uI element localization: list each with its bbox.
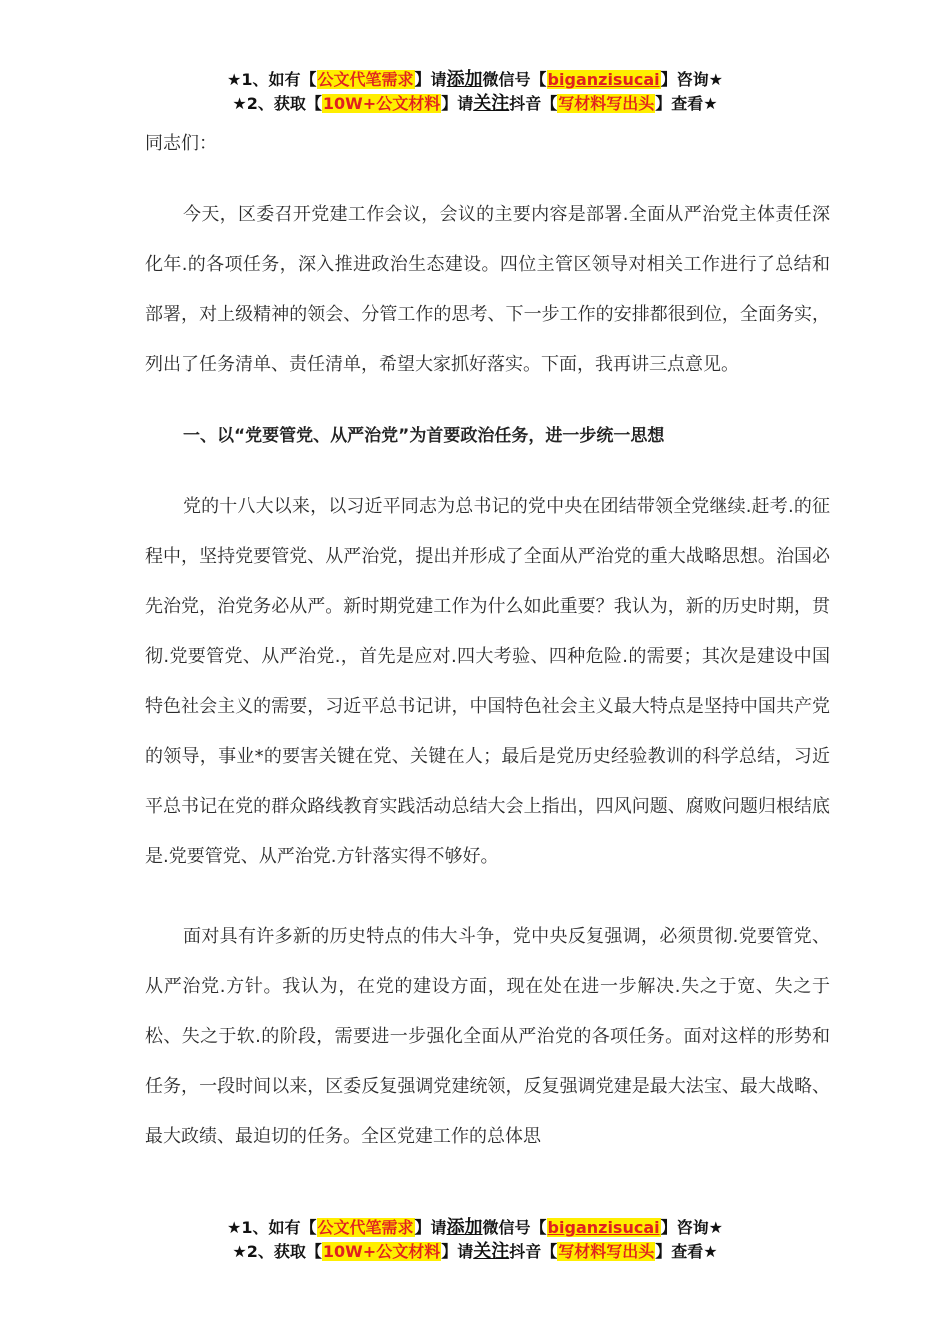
banner-text: ★2、获取【	[232, 94, 322, 113]
banner-text: 】咨询★	[660, 70, 723, 89]
banner-text: 】请	[441, 94, 474, 113]
banner-line-2	[0, 92, 950, 116]
banner-text: 】请	[414, 1218, 447, 1237]
banner-text: 】请	[414, 70, 447, 89]
paragraph-1: 党的十八大以来，以习近平同志为总书记的党中央在团结带领全党继续.赶考.的征程中，坚持党要管党、从严治党，提出并形成了全面从严治党的重大战略思想。治国必先治党，治党务必从严。新时期党建工作为什么如此重要？我认为，新的历史时期，贯彻.党要管党、从严治党.，首先是应对.四大考验、四种危险.的需要；其次是建设中国特色社会主义的需要，习近平总书记讲，中国特色社会主义最大特点是坚持中国共产党的领导，事业*的要害关键在党、关键在人；最后是党历史经验教训的科学总结，习近平总书记在党的群众路线教育实践活动总结大会上指出，四风问题、腐败问题归根结底是.党要管党、从严治党.方针落实得不够好。	[145, 496, 830, 867]
wechat-id-link[interactable]: biganzisucai	[547, 1218, 660, 1237]
emphasis-follow: 关注	[473, 1241, 510, 1262]
banner-text: ★2、获取【	[232, 1242, 322, 1261]
highlight-materials: 10W+公文材料	[322, 1242, 441, 1261]
top-banner	[0, 68, 950, 116]
banner-text: 抖音【	[509, 94, 558, 113]
banner-line-1	[0, 1216, 950, 1240]
greeting: 同志们：	[145, 133, 217, 154]
paragraph-2: 面对具有许多新的历史特点的伟大斗争，党中央反复强调，必须贯彻.党要管党、从严治党.方针。我认为，在党的建设方面，现在处在进一步解决.失之于宽、失之于松、失之于软.的阶段，需要进一步强化全面从严治党的各项任务。面对这样的形势和任务，一段时间以来，区委反复强调党建统领，反复强调党建是最大法宝、最大战略、最大政绩、最迫切的任务。全区党建工作的总体思	[145, 926, 830, 1147]
banner-text: 抖音【	[509, 1242, 558, 1261]
banner-text: 】查看★	[655, 94, 718, 113]
banner-text: 】请	[441, 1242, 474, 1261]
bottom-banner	[0, 1216, 950, 1264]
banner-text: 微信号【	[482, 1218, 547, 1237]
emphasis-follow: 关注	[473, 93, 510, 114]
banner-text: 微信号【	[482, 70, 547, 89]
banner-line-2	[0, 1240, 950, 1264]
highlight-service: 公文代笔需求	[317, 1218, 414, 1237]
banner-text: 】咨询★	[660, 1218, 723, 1237]
banner-text: ★1、如有【	[227, 1218, 317, 1237]
douyin-account-link[interactable]: 写材料写出头	[558, 1242, 655, 1261]
highlight-service: 公文代笔需求	[317, 70, 414, 89]
emphasis-add: 添加	[446, 69, 483, 90]
banner-text: 】查看★	[655, 1242, 718, 1261]
banner-line-1	[0, 68, 950, 92]
paragraph-intro: 今天，区委召开党建工作会议，会议的主要内容是部署.全面从严治党主体责任深化年.的各项任务，深入推进政治生态建设。四位主管区领导对相关工作进行了总结和部署，对上级精神的领会、分管工作的思考、下一步工作的安排都很到位，全面务实，列出了任务清单、责任清单，希望大家抓好落实。下面，我再讲三点意见。	[145, 204, 830, 375]
highlight-materials: 10W+公文材料	[322, 94, 441, 113]
douyin-account-link[interactable]: 写材料写出头	[558, 94, 655, 113]
banner-text: ★1、如有【	[227, 70, 317, 89]
wechat-id-link[interactable]: biganzisucai	[547, 70, 660, 89]
document-body	[145, 128, 830, 1162]
emphasis-add: 添加	[446, 1217, 483, 1238]
section-heading-1: 一、以“党要管党、从严治党”为首要政治任务，进一步统一思想	[183, 426, 665, 446]
